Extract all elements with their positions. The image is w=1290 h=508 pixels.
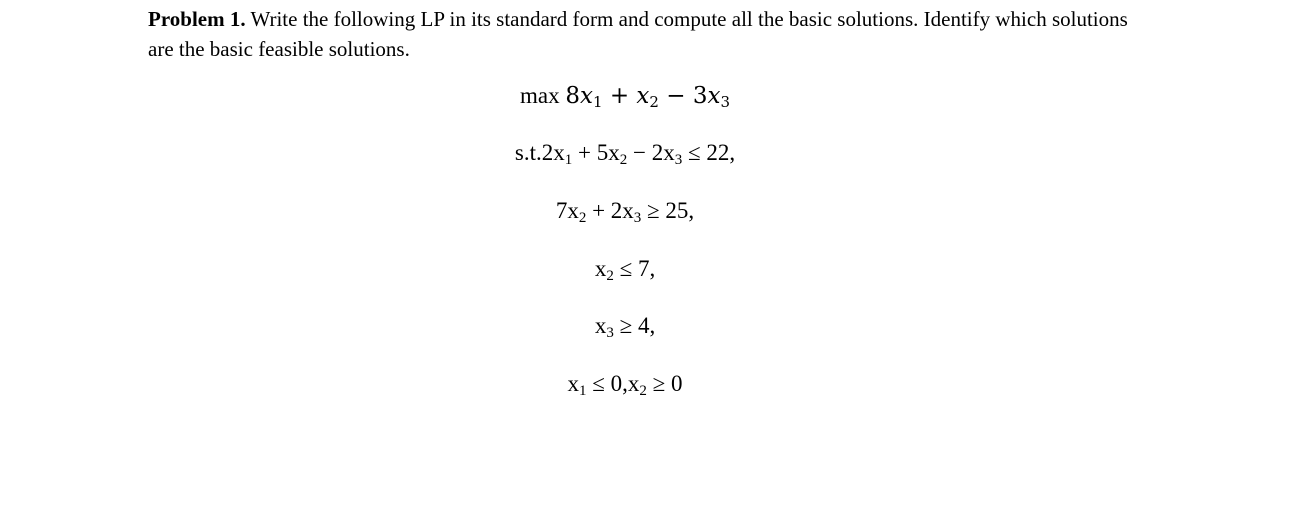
constraint-2: $7x_2 + 2x_3 \ge 25$,	[555, 198, 695, 226]
objective-max: max	[519, 83, 560, 108]
constraint-3: $x_2 \le 7$,	[594, 256, 656, 284]
constraint-4: $x_3 \ge 4$,	[594, 313, 656, 341]
problem-text: Write the following LP in its standard form and compute all the basic solutions. Identify which solutions are the basic feasible solutions.	[148, 7, 1128, 61]
problem-statement	[148, 4, 1148, 64]
objective-expression: $8x_1 + x_2 - 3x_3$	[565, 83, 731, 111]
constraint-1: $s.t.2x_1 + 5x_2 - 2x_3 \le 22$,	[514, 140, 736, 168]
objective-function	[0, 83, 1250, 109]
constraint-5: $x_1 \le 0,x_2 \ge 0$	[567, 371, 683, 399]
problem-label: Problem 1.	[148, 7, 246, 31]
